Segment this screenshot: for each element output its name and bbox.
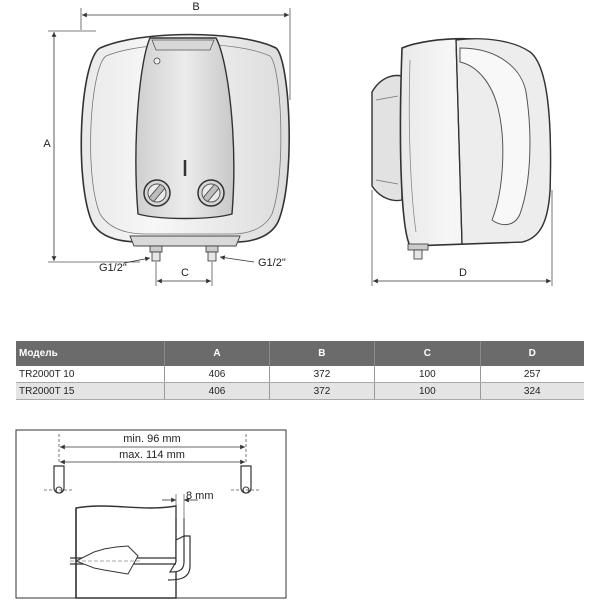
thread-label-right: G1/2" <box>258 257 286 269</box>
front-view <box>43 1 290 286</box>
cell-d: 257 <box>480 366 584 383</box>
max-distance-label: max. 114 mm <box>119 449 185 461</box>
min-distance-label: min. 96 mm <box>123 433 181 445</box>
thermostat-knob-right <box>198 180 224 206</box>
mounting-detail <box>16 430 286 598</box>
header-b: B <box>269 341 374 366</box>
cell-b: 372 <box>269 383 374 400</box>
cell-model: TR2000T 15 <box>16 383 165 400</box>
cell-c: 100 <box>375 383 480 400</box>
cell-c: 100 <box>375 366 480 383</box>
cell-b: 372 <box>269 366 374 383</box>
table-row <box>16 366 584 383</box>
cell-model: TR2000T 10 <box>16 366 165 383</box>
table-header-row <box>16 341 584 366</box>
dimensions-table <box>16 341 584 400</box>
water-connection-right <box>206 246 218 261</box>
dimension-c-label: C <box>181 267 189 279</box>
header-model: Модель <box>16 341 165 366</box>
cell-a: 406 <box>165 366 269 383</box>
water-connection-left <box>150 246 162 261</box>
table-row <box>16 383 584 400</box>
cell-a: 406 <box>165 383 269 400</box>
header-c: C <box>375 341 480 366</box>
dimension-d-label: D <box>459 267 467 279</box>
thermostat-knob-left <box>144 180 170 206</box>
thread-label-left: G1/2" <box>99 262 127 274</box>
indicator-light <box>154 58 160 64</box>
header-a: A <box>165 341 269 366</box>
side-view <box>372 39 552 286</box>
dimension-b-label: B <box>192 1 200 13</box>
cell-d: 324 <box>480 383 584 400</box>
header-d: D <box>480 341 584 366</box>
dimension-a-label: A <box>43 138 51 150</box>
dimension-c <box>156 262 212 286</box>
gap-label: 8 mm <box>186 490 214 502</box>
